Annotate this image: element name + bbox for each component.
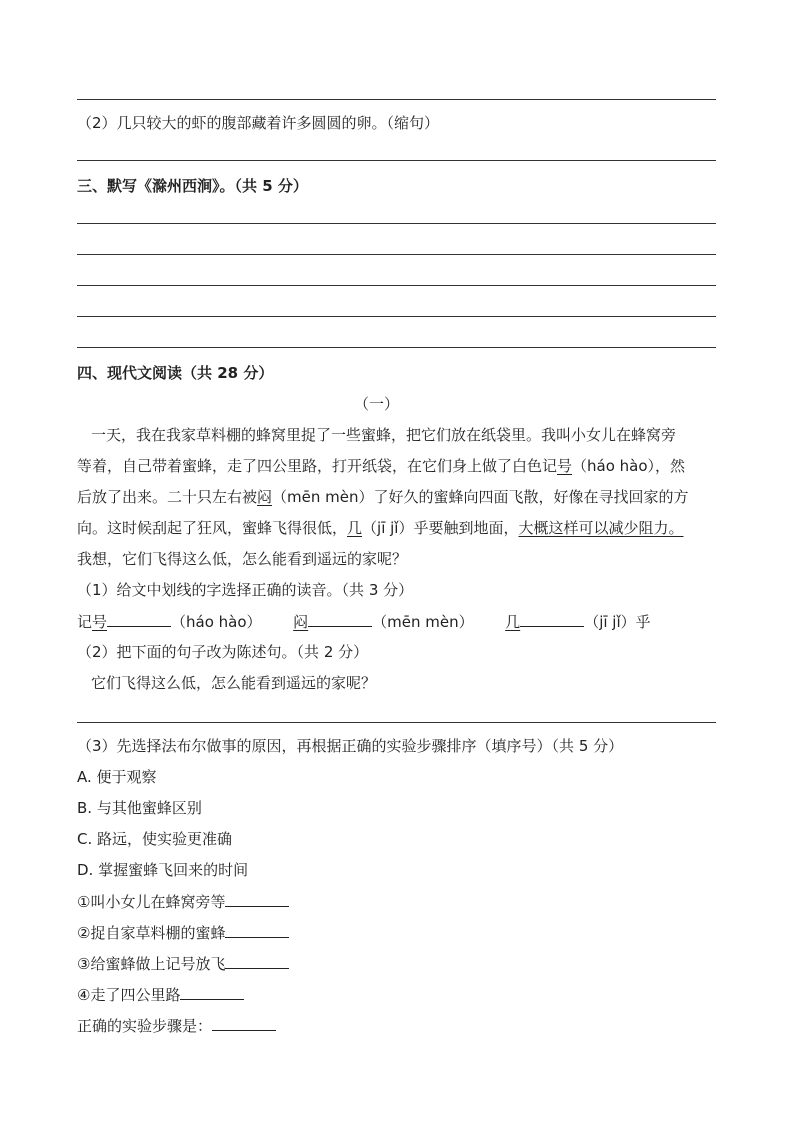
underlined-char: 几 <box>347 519 363 537</box>
fill-blank[interactable] <box>520 610 584 627</box>
fill-blank[interactable] <box>212 1014 276 1031</box>
answer-line <box>77 99 716 100</box>
fill-blank[interactable] <box>180 983 244 1000</box>
part-heading: （一） <box>354 395 400 413</box>
step-item: ③给蜜蜂做上记号放飞 <box>77 952 289 975</box>
underlined-phrase: 大概这样可以减少阻力。 <box>518 519 684 537</box>
q2-sentence: 它们飞得这么低，怎么能看到遥远的家呢？ <box>91 674 377 692</box>
answer-line <box>77 347 716 348</box>
fill-blank[interactable] <box>225 952 289 969</box>
answer-line <box>77 254 716 255</box>
answer-row: 正确的实验步骤是： <box>77 1014 276 1037</box>
step-item: ④走了四公里路 <box>77 983 244 1006</box>
option-item: D. 掌握蜜蜂飞回来的时间 <box>77 861 249 879</box>
passage-line: 向。这时候刮起了狂风，蜜蜂飞得很低，几（jī jǐ）乎要触到地面，大概这样可以减少阻力。 <box>77 519 684 537</box>
q1-items: 记号 （háo hào） 闷 （mēn mèn） 几 （jī jǐ）乎 <box>77 610 651 633</box>
passage-line: 等着，自己带着蜜蜂，走了四公里路，打开纸袋，在它们身上做了白色记号（háo hào），然 <box>77 457 686 475</box>
section3-title: 三、默写《滁州西涧》。（共 5 分） <box>77 177 308 195</box>
option-item: A. 便于观察 <box>77 768 157 786</box>
q1-prompt: （1）给文中划线的字选择正确的读音。（共 3 分） <box>77 581 414 599</box>
option-item: B. 与其他蜜蜂区别 <box>77 799 202 817</box>
fill-blank[interactable] <box>225 921 289 938</box>
fill-blank[interactable] <box>308 610 372 627</box>
answer-line <box>77 285 716 286</box>
q3-prompt: （3）先选择法布尔做事的原因，再根据正确的实验步骤排序（填序号）（共 5 分） <box>77 737 624 755</box>
passage-line: 我想，它们飞得这么低，怎么能看到遥远的家呢？ <box>77 550 408 568</box>
option-item: C. 路远，使实验更准确 <box>77 830 233 848</box>
q2-prompt: （2）把下面的句子改为陈述句。（共 2 分） <box>77 643 369 661</box>
answer-line <box>77 316 716 317</box>
fill-blank[interactable] <box>107 610 171 627</box>
section4-title: 四、现代文阅读（共 28 分） <box>77 364 274 382</box>
passage-line: 后放了出来。二十只左右被闷（mēn mèn）了好久的蜜蜂向四面飞散，好像在寻找回家的方 <box>77 488 689 506</box>
step-item: ①叫小女儿在蜂窝旁等 <box>77 890 289 913</box>
answer-line <box>77 223 716 224</box>
answer-line <box>77 160 716 161</box>
step-item: ②捉自家草料棚的蜜蜂 <box>77 921 289 944</box>
fill-blank[interactable] <box>225 890 289 907</box>
underlined-char: 号 <box>557 457 573 475</box>
underlined-char: 闷 <box>257 488 273 506</box>
q2-shorten-sentence: （2）几只较大的虾的腹部藏着许多圆圆的卵。（缩句） <box>77 114 440 132</box>
passage-line: 一天，我在我家草料棚的蜂窝里捉了一些蜜蜂，把它们放在纸袋里。我叫小女儿在蜂窝旁 <box>91 426 677 444</box>
answer-line <box>77 722 716 723</box>
